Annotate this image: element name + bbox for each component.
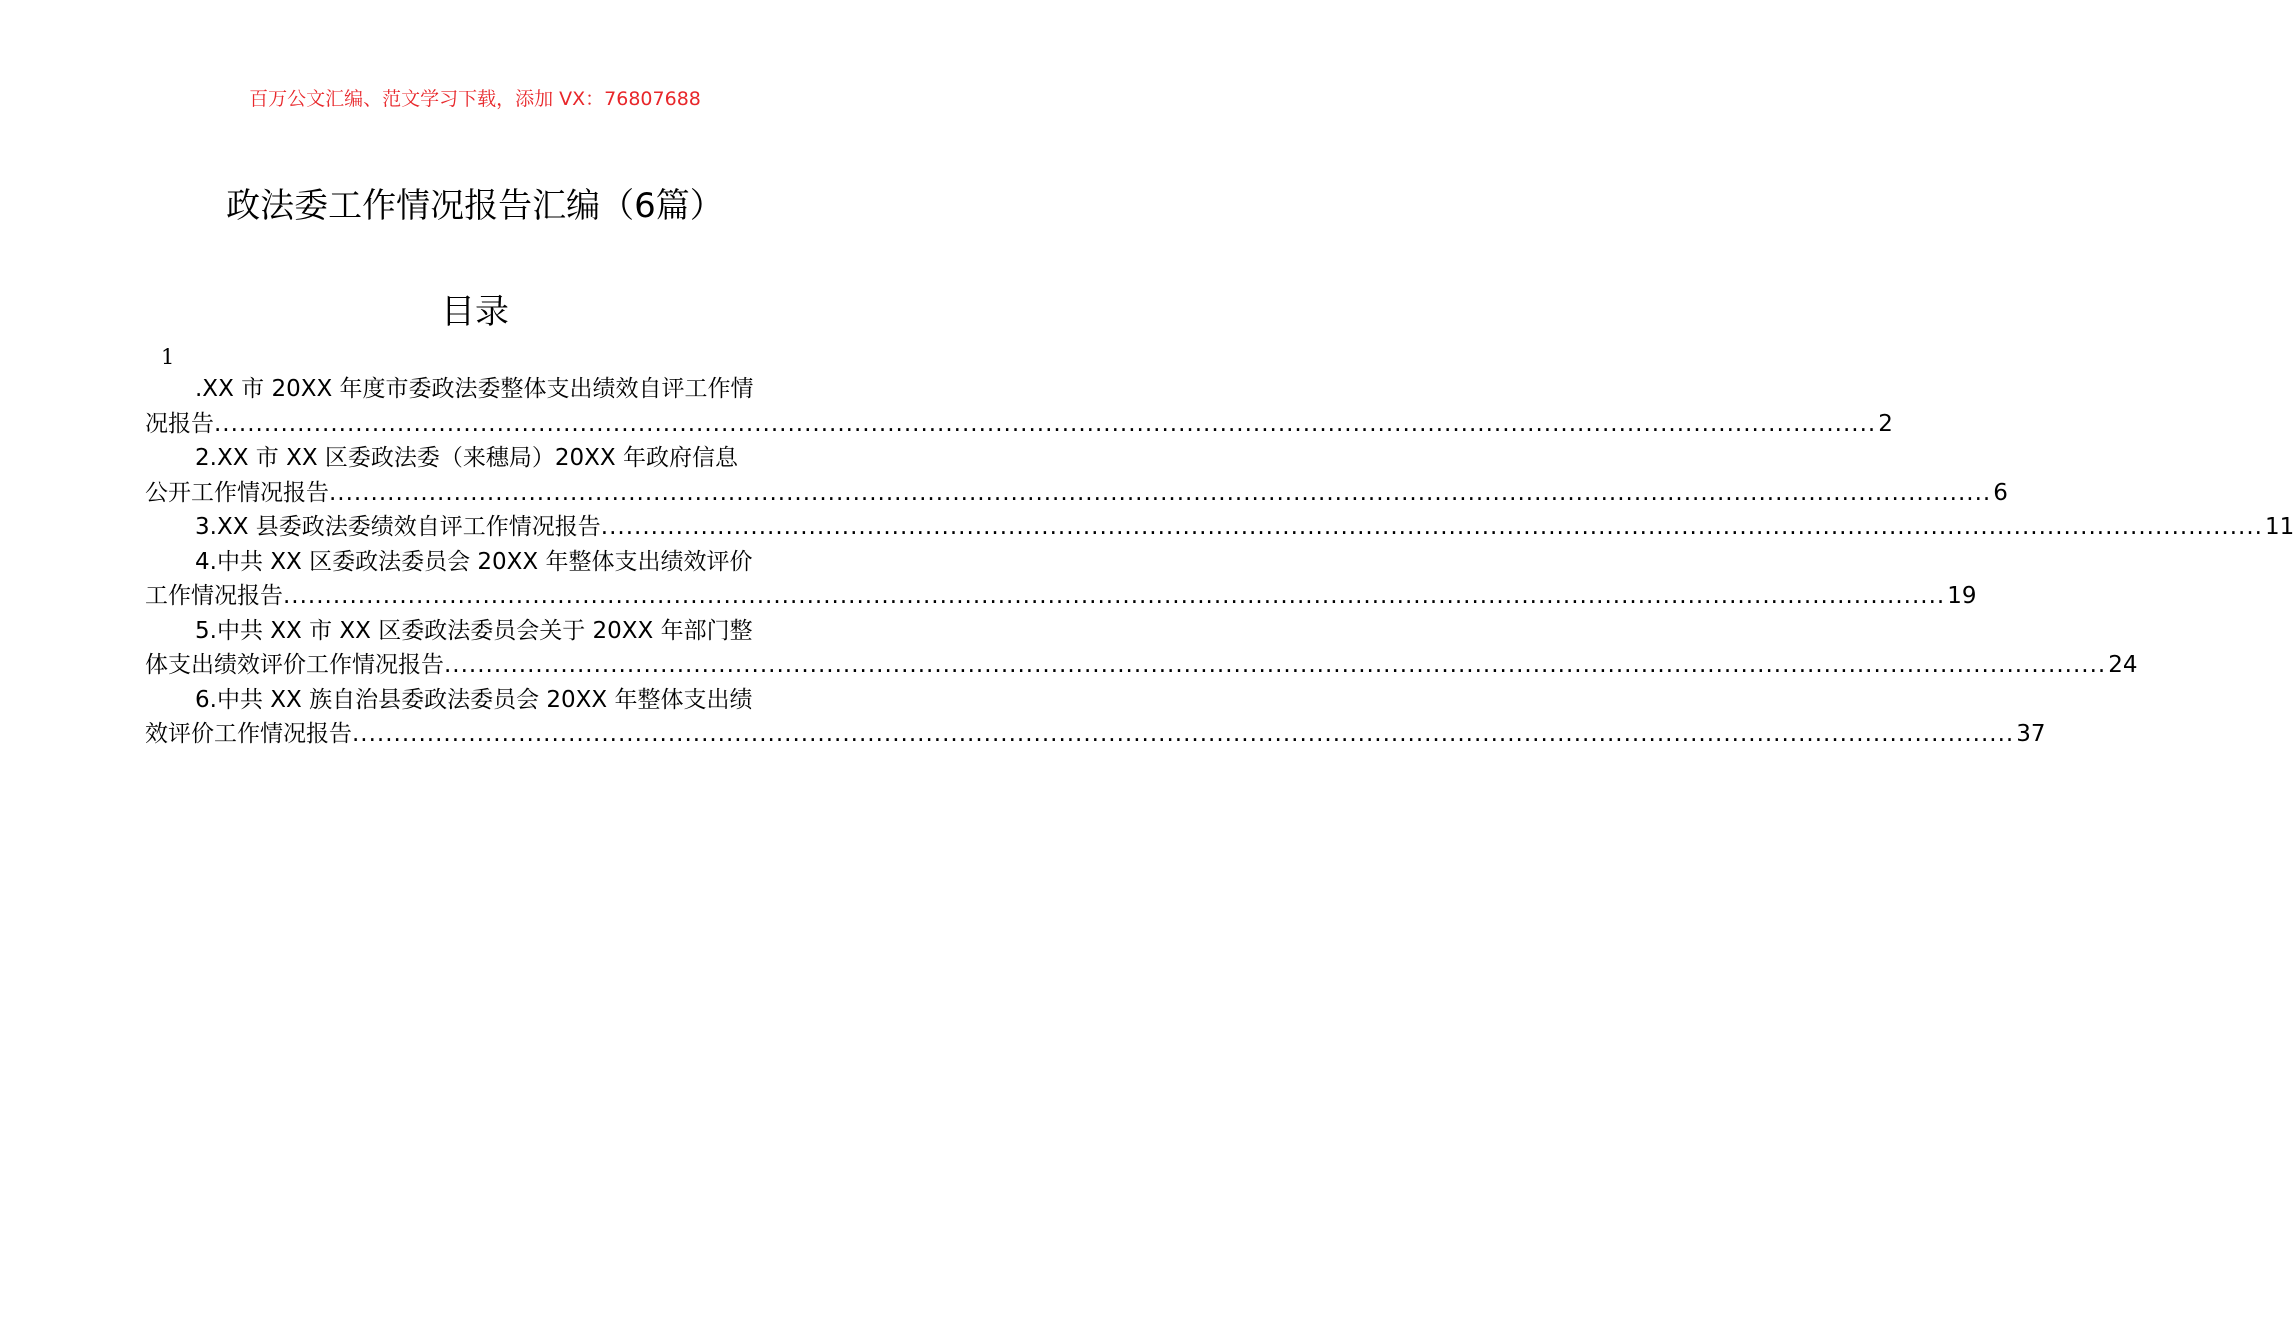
toc-entry-second-line	[145, 407, 1893, 442]
toc-entry[interactable]	[145, 510, 2294, 545]
toc-entry-title: 2.XX 市 XX 区委政法委（来穗局）20XX 年政府信息	[195, 445, 738, 471]
toc-entry-title-cont: 况报告	[145, 410, 214, 437]
toc-entry[interactable]	[145, 372, 1893, 441]
toc-entry-title: 4.中共 XX 区委政法委员会 20XX 年整体支出绩效评价	[195, 548, 753, 575]
toc-page-number: 11	[2265, 514, 2294, 540]
toc-entry-second-line	[145, 717, 2046, 752]
toc-page-number: 19	[1947, 583, 1977, 609]
toc-entry-title: .XX 市 20XX 年度市委政法委整体支出绩效自评工作情	[195, 376, 754, 402]
toc-entry[interactable]	[145, 614, 2138, 683]
table-of-contents	[145, 342, 2294, 752]
toc-entry-first-line	[145, 510, 2294, 545]
toc-entry-title-cont: 工作情况报告	[145, 583, 283, 609]
toc-entry[interactable]	[145, 683, 2046, 752]
toc-heading: 目录	[441, 292, 509, 332]
toc-entry[interactable]	[145, 545, 1977, 614]
toc-page-number: 6	[1993, 479, 2008, 506]
header-note: 百万公文汇编、范文学习下载，添加 VX：76807688	[249, 88, 701, 110]
toc-page-number: 2	[1878, 410, 1893, 437]
toc-leader-dots: ........................................................................................................................................................................................................	[352, 721, 2015, 747]
toc-leader-dots: ........................................................................................................................................................................................................	[283, 583, 1946, 609]
toc-entry-first-line	[145, 545, 807, 580]
toc-entry-title: 5.中共 XX 市 XX 区委政法委员会关于 20XX 年部门整	[195, 617, 753, 644]
toc-leader-dots: ........................................................................................................................................................................................................	[329, 479, 1992, 506]
stray-number: 1	[161, 345, 175, 369]
toc-entry-first-line	[145, 614, 807, 649]
toc-entry-title-cont: 公开工作情况报告	[145, 479, 329, 506]
toc-leader-dots: ........................................................................................................................................................................................................	[214, 410, 1877, 437]
toc-leader-dots: ........................................................................................................................................................................................................	[600, 514, 2263, 540]
toc-leader-dots: ........................................................................................................................................................................................................	[444, 652, 2107, 678]
document-title: 政法委工作情况报告汇编（6篇）	[226, 186, 724, 226]
toc-entry[interactable]	[145, 441, 2008, 510]
toc-entry-first-line	[145, 441, 807, 476]
toc-entry-title: 6.中共 XX 族自治县委政法委员会 20XX 年整体支出绩	[195, 686, 753, 713]
toc-page-number: 24	[2108, 652, 2138, 678]
toc-entry-first-line	[145, 372, 807, 407]
toc-entry-title-cont: 效评价工作情况报告	[145, 721, 352, 747]
toc-entry-second-line	[145, 476, 2008, 511]
toc-entry-second-line	[145, 579, 1977, 614]
toc-entry-title: 3.XX 县委政法委绩效自评工作情况报告	[195, 514, 601, 540]
toc-entry-title-cont: 体支出绩效评价工作情况报告	[145, 652, 444, 678]
toc-entry-second-line	[145, 648, 2138, 683]
toc-entry-first-line	[145, 683, 807, 718]
toc-page-number: 37	[2016, 721, 2046, 747]
